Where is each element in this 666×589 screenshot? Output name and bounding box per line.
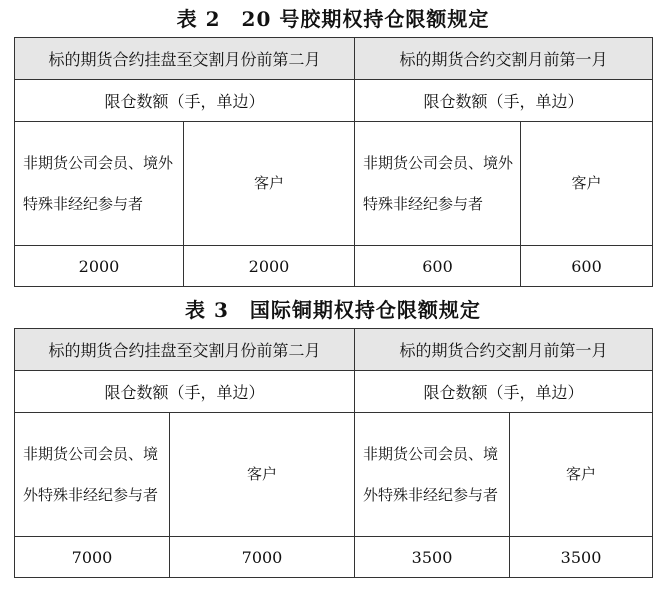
client-left: 客户 <box>184 122 355 246</box>
limit-row <box>15 371 653 413</box>
value-cell: 7000 <box>15 537 170 578</box>
table-header-row <box>15 38 653 80</box>
position-limit-table-intl-copper <box>14 328 653 578</box>
table2-title: 表 2 20 号胶期权持仓限额规定 <box>176 7 490 31</box>
client-right: 客户 <box>510 413 653 537</box>
header-first-month: 标的期货合约交割月前第一月 <box>355 329 653 371</box>
value-row <box>15 537 653 578</box>
client-right: 客户 <box>521 122 653 246</box>
position-limit-table-20-rubber <box>14 37 653 287</box>
value-cell: 600 <box>355 246 521 287</box>
noncommercial-member-left: 非期货公司会员、境外特殊非经纪参与者 <box>15 122 184 246</box>
table-header-row <box>15 329 653 371</box>
limit-label-left: 限仓数额（手，单边） <box>15 80 355 122</box>
header-second-month: 标的期货合约挂盘至交割月份前第二月 <box>15 329 355 371</box>
limit-label-left: 限仓数额（手，单边） <box>15 371 355 413</box>
noncommercial-member-right: 非期货公司会员、境外特殊非经纪参与者 <box>355 413 510 537</box>
value-cell: 3500 <box>510 537 653 578</box>
value-cell: 2000 <box>184 246 355 287</box>
header-second-month: 标的期货合约挂盘至交割月份前第二月 <box>15 38 355 80</box>
category-row <box>15 413 653 537</box>
limit-label-right: 限仓数额（手，单边） <box>355 371 653 413</box>
value-cell: 600 <box>521 246 653 287</box>
value-cell: 3500 <box>355 537 510 578</box>
category-row <box>15 122 653 246</box>
noncommercial-member-right: 非期货公司会员、境外特殊非经纪参与者 <box>355 122 521 246</box>
value-row <box>15 246 653 287</box>
noncommercial-member-left: 非期货公司会员、境外特殊非经纪参与者 <box>15 413 170 537</box>
limit-label-right: 限仓数额（手，单边） <box>355 80 653 122</box>
value-cell: 7000 <box>170 537 355 578</box>
table3-title: 表 3 国际铜期权持仓限额规定 <box>185 298 481 322</box>
value-cell: 2000 <box>15 246 184 287</box>
client-left: 客户 <box>170 413 355 537</box>
limit-row <box>15 80 653 122</box>
header-first-month: 标的期货合约交割月前第一月 <box>355 38 653 80</box>
